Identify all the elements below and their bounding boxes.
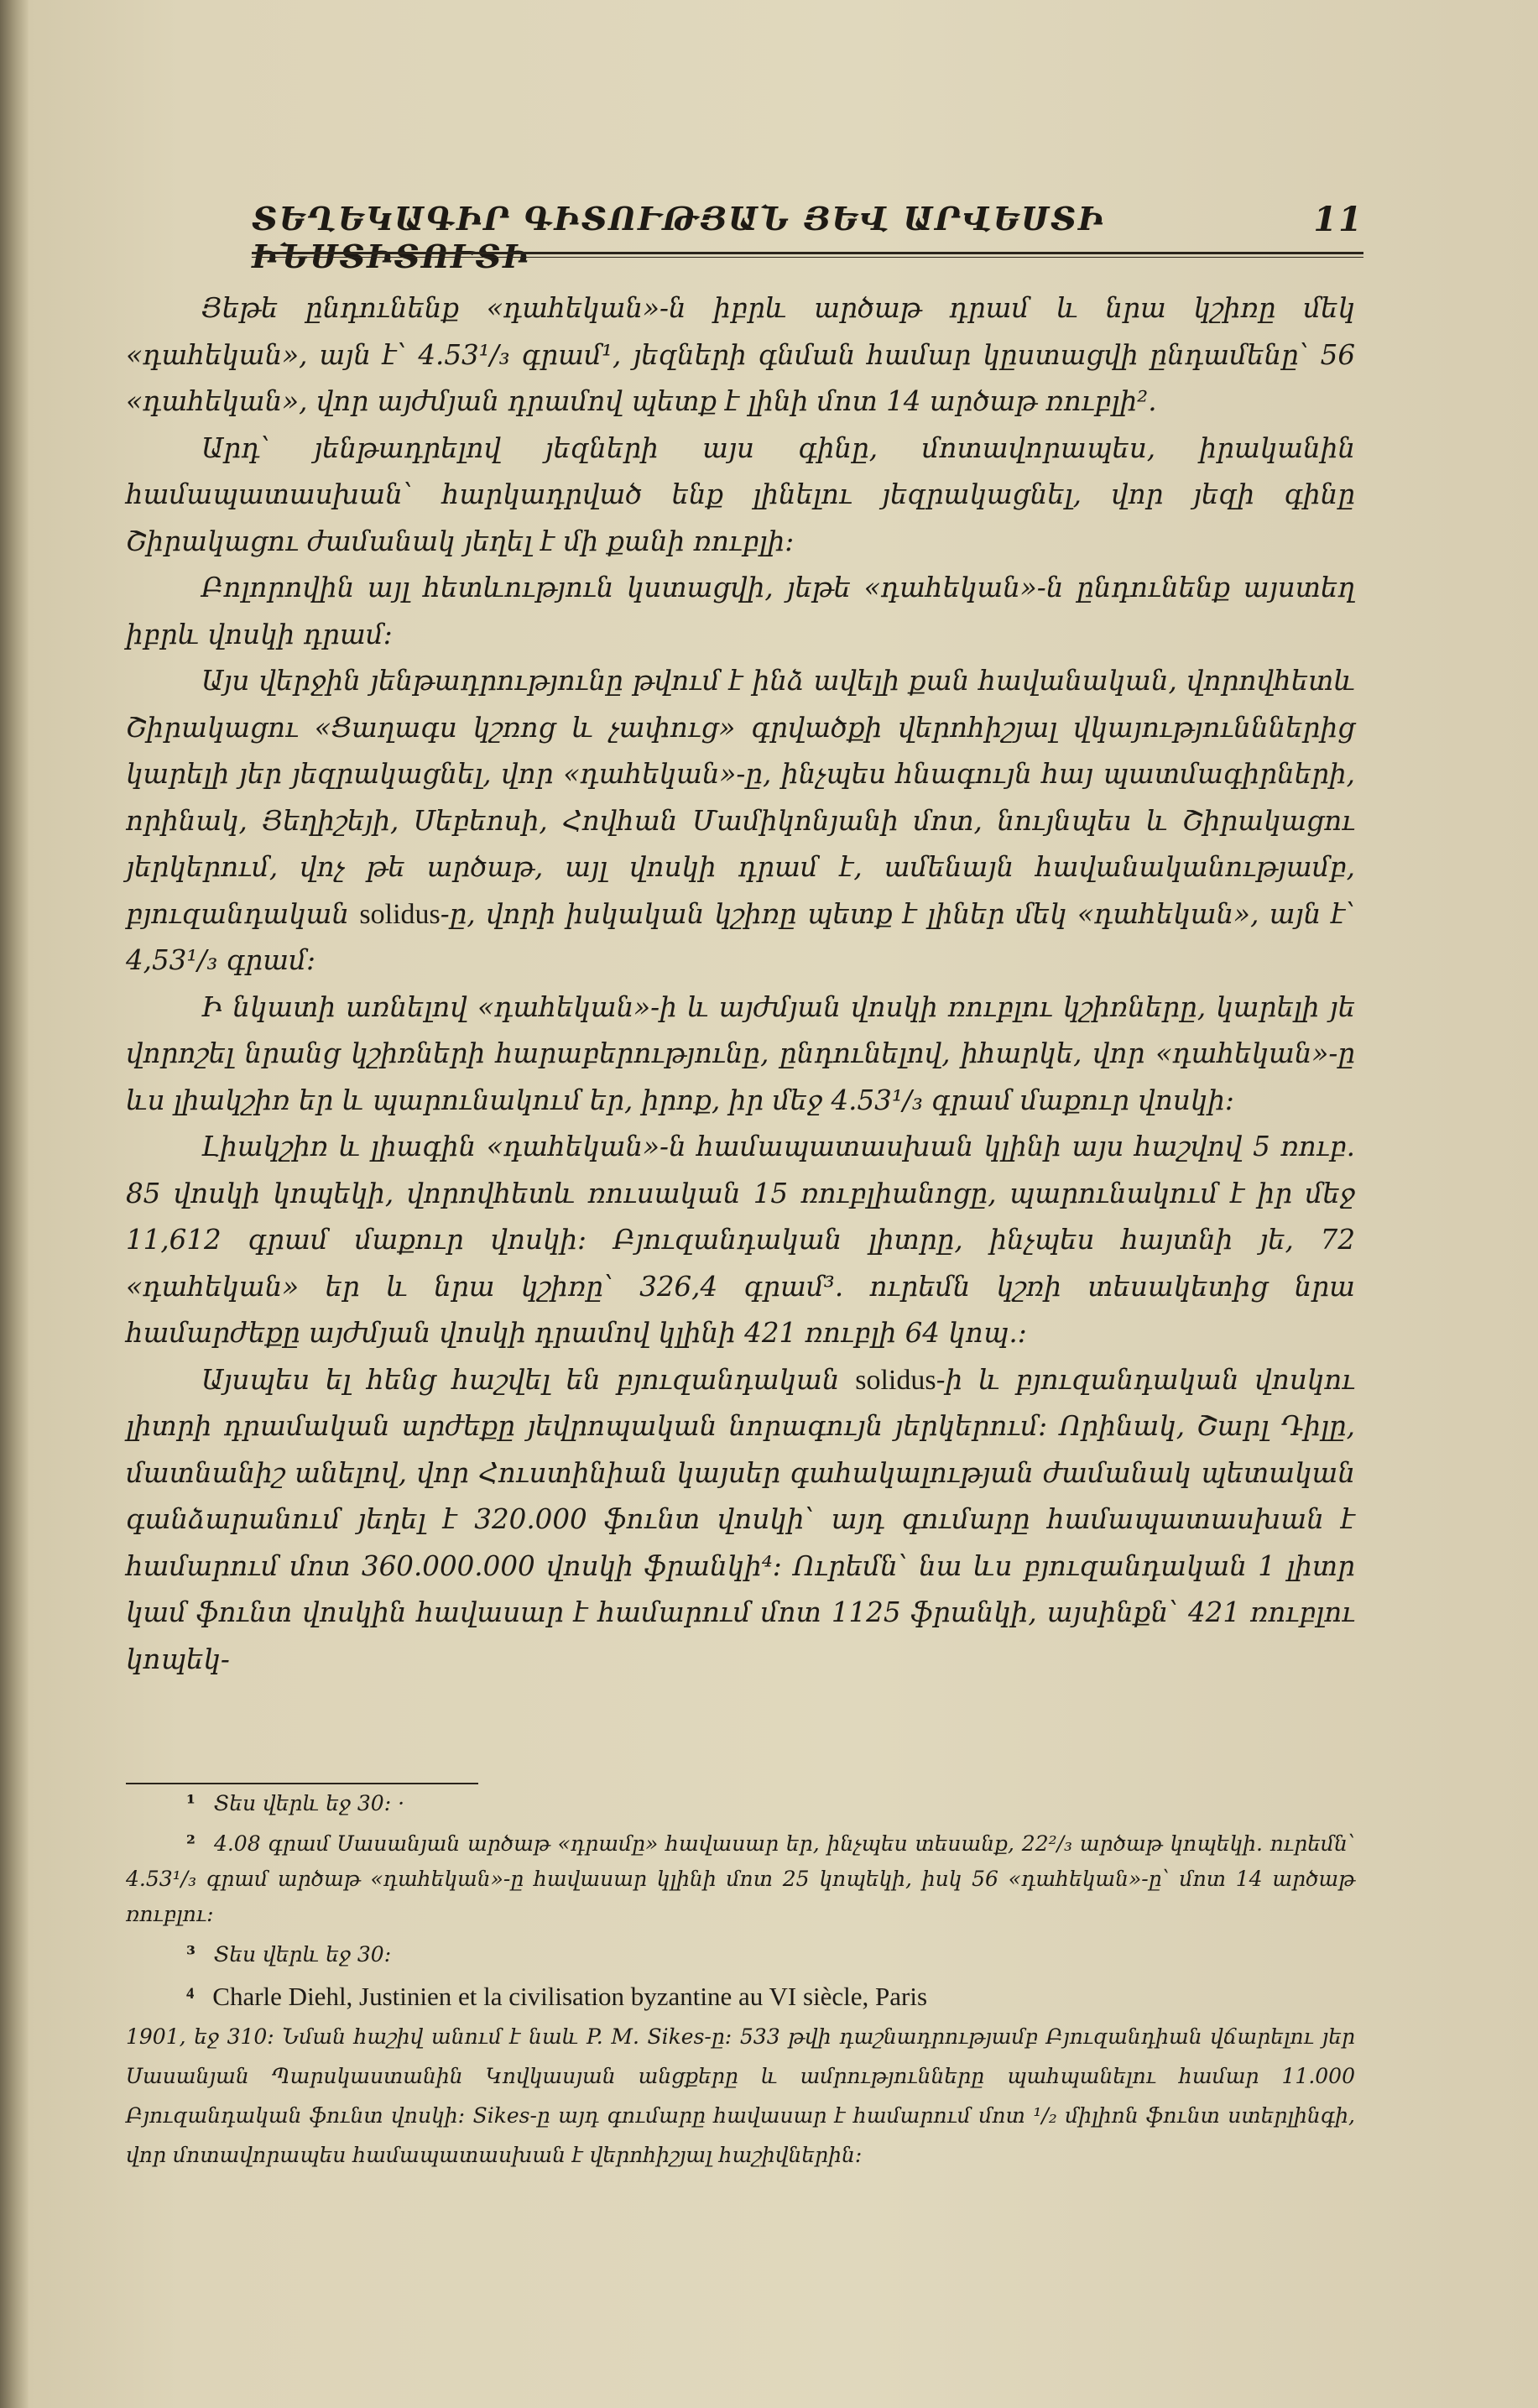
paragraph-7	[126, 1357, 1355, 1684]
footnote-1-mark: ¹	[186, 1791, 196, 1815]
running-title: ՏԵՂԵԿԱԳԻՐ ԳԻՏՈՒԹՅԱՆ ՅԵՎ ԱՐՎԵՍՏԻ	[252, 200, 1106, 238]
paragraph-5: Ի նկատի առնելով «դահեկան»-ի և այժմյան վոսկի ռուբլու կշիռները, կարելի յե վորոշել նրանց կշիռների հարաբերությունը, ընդունելով, իհարկե, վոր «դահեկան»-ը ևս լիակշիռ եր և պարունակում եր, իրոք, իր մեջ 4.53¹/₃ գրամ մաքուր վոսկի։	[126, 990, 1355, 1116]
footnote-separator	[126, 1783, 478, 1784]
footnote-3	[126, 1937, 1355, 1972]
header-rule-top	[252, 252, 1363, 254]
footnote-3-mark: ³	[186, 1942, 196, 1967]
paragraph-1: Յեթե ընդունենք «դահեկան»-ն իբրև արծաթ դրամ և նրա կշիռը մեկ «դահեկան», այն է՝ 4.53¹/₃ գրամ¹, յեզների գնման համար կըստացվի ընդամենը՝ 56 «դահեկան», վոր այժմյան դրամով պետք է լինի մոտ 14 արծաթ ռուբլի².	[126, 292, 1355, 417]
footnote-1-text: Տես վերև եջ 30։ ·	[213, 1791, 405, 1815]
running-header	[252, 200, 1363, 250]
paragraph-6: Լիակշիռ և լիագին «դահեկան»-ն համապատասխան կլինի այս հաշվով 5 ռուբ. 85 վոսկի կոպեկի, վորովհետև ռուսական 15 ռուբլիանոցը, պարունակում է իր մեջ 11,612 գրամ մաքուր վոսկի։ Բյուզանդական լիտրը, ինչպես հայտնի յե, 72 «դահեկան» եր և նրա կշիռը՝ 326,4 գրամ³. ուրեմն կշռի տեսակետից նրա համարժեքը այժմյան վոսկի դրամով կլինի 421 ռուբլի 64 կոպ.։	[126, 1131, 1355, 1349]
footnote-4-citation: Charle Diehl, Justinien et la civilisation byzantine au VI siècle, Paris	[212, 1982, 928, 2011]
paragraph-4-text-b: -ը, վորի իսկական կշիռը պետք է լիներ մեկ «դահեկան», այն է՝ 4,53¹/₃ գրամ։	[126, 897, 1355, 976]
footnote-2	[126, 1826, 1355, 1932]
footnotes	[126, 1786, 1355, 2179]
body-text	[126, 285, 1355, 1683]
footnote-3-text: Տես վերև եջ 30։	[213, 1942, 392, 1967]
book-gutter	[0, 0, 29, 2408]
paragraph-4-latin: solidus	[359, 898, 441, 930]
paragraph-7-text-b: -ի և բյուզանդական վոսկու լիտրի դրամական արժեքը յեվրոպական նորագույն յերկերում։ Որինակ, Շարլ Դիլը, մատնանիշ անելով, վոր Հուստինիան կայսեր գահակալության ժամանակ պետական գանձարանում յեղել է 320.000 ֆունտ վոսկի՝ այդ գումարը համապատասխան է համարում մոտ 360.000.000 վոսկի ֆրանկի⁴։ Ուրեմն՝ նա ևս բյուզանդական 1 լիտր կամ ֆունտ վոսկին հավասար է համարում մոտ 1125 ֆրանկի, այսինքն՝ 421 ռուբլու կոպեկ-	[126, 1363, 1355, 1675]
page-number: 11	[1313, 200, 1363, 239]
paragraph-7-latin: solidus	[855, 1364, 936, 1396]
paragraph-4-text-a: Այս վերջին յենթադրությունը թվում է ինձ ավելի քան հավանական, վորովհետև Շիրակացու «Ցաղագս կշռոց և չափուց» գրվածքի վերոհիշյալ վկայությունններից կարելի յեր յեզրակացնել, վոր «դահեկան»-ը, ինչպես հնագույն հայ պատմագիրների, որինակ, Յեղիշեյի, Սեբեոսի, Հովհան Մամիկոնյանի մոտ, նույնպես և Շիրակացու յերկերում, վոչ թե արծաթ, այլ վոսկի դրամ է, ամենայն հավանականությամբ, բյուզանդական	[126, 665, 1355, 930]
header-rule-bottom	[252, 257, 1363, 258]
paragraph-4	[126, 658, 1355, 985]
footnote-2-mark: ²	[186, 1831, 196, 1856]
footnote-4-mark: ⁴	[186, 1982, 195, 2011]
footnote-1	[126, 1786, 1355, 1821]
paragraph-7-text-a: Այսպես ել հենց հաշվել են բյուզանդական	[201, 1363, 856, 1396]
footnote-4	[126, 1977, 1355, 2174]
paragraph-3: Բոլորովին այլ հետևություն կստացվի, յեթե «դահեկան»-ն ընդունենք այստեղ իբրև վոսկի դրամ։	[126, 572, 1355, 650]
paragraph-2: Արդ՝ յենթադրելով յեզների այս գինը, մոտավորապես, իրականին համապատասխան՝ հարկադրված ենք լինելու յեզրակացնել, վոր յեզի գինը Շիրակացու ժամանակ յեղել է մի քանի ռուբլի։	[126, 431, 1355, 557]
footnote-4-text: 1901, եջ 310։ Նման հաշիվ անում է նաև P. M. Sikes-ը։ 533 թվի դաշնադրությամբ Բյուզանդիան վճարելու յեր Սասանյան Պարսկաստանին Կովկասյան անցքերը և ամրությունները պահպանելու համար 11.000 Բյուզանդական ֆունտ վոսկի։ Sikes-ը այդ գումարը հավասար է համարում մոտ ¹/₂ միլիոն ֆունտ ստերլինգի, վոր մոտավորապես համապատասխան է վերոհիշյալ հաշիվներին։	[126, 2024, 1355, 2167]
footnote-2-text: 4.08 գրամ Սասանյան արծաթ «դրամը» հավասար եր, ինչպես տեսանք, 22²/₃ արծաթ կոպեկի. ուրեմն՝ 4.53¹/₃ գրամ արծաթ «դահեկան»-ը հավասար կլինի մոտ 25 կոպեկի, իսկ 56 «դահեկան»-ը՝ մոտ 14 արծաթ ռուբլու։	[126, 1831, 1355, 1926]
